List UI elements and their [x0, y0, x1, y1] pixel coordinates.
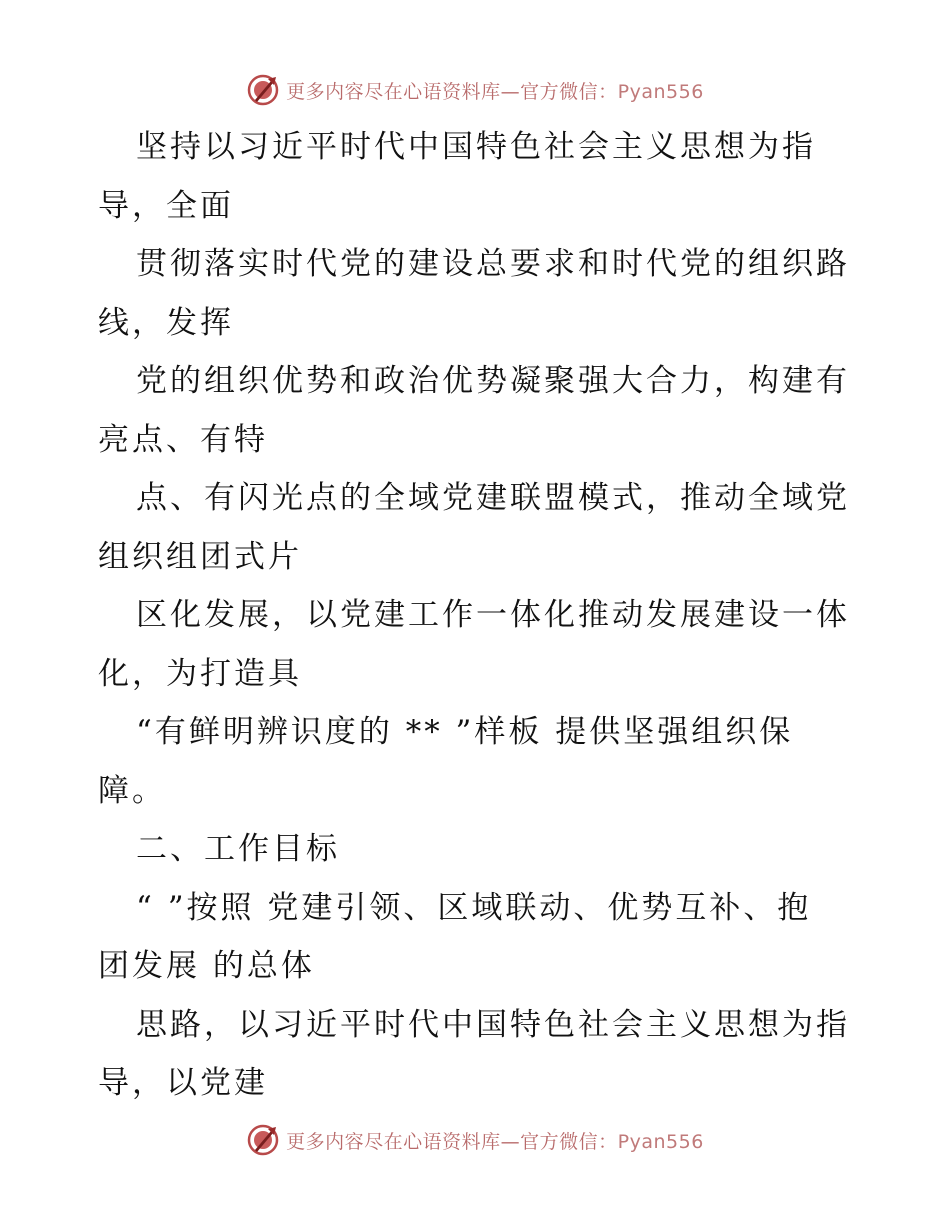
text-line: 亮点、有特	[98, 421, 268, 458]
text-line: 化，为打造具	[98, 655, 302, 692]
text-line: 点、有闪光点的全域党建联盟模式，推动全域党	[136, 480, 850, 516]
document-body	[98, 118, 868, 1113]
text-line: 障。	[98, 772, 166, 809]
text-line: 线，发挥	[98, 304, 234, 341]
text-line: 组织组团式片	[98, 538, 302, 575]
text-line: 导，以党建	[98, 1065, 268, 1101]
footer-watermark-banner	[0, 1120, 950, 1160]
text-line: “ ”按照 党建引领、区域联动、优势互补、抱	[136, 889, 812, 926]
quill-logo-icon	[246, 1123, 280, 1157]
header-watermark-banner	[0, 70, 950, 110]
banner-text: 更多内容尽在心语资料库—官方微信：Pyan556	[286, 1130, 704, 1153]
text-line: 导，全面	[98, 187, 234, 224]
text-line: “有鲜明辨识度的 ** ”样板 提供坚强组织保	[136, 714, 794, 750]
text-line: 团发展 的总体	[98, 948, 315, 984]
text-line: 坚持以习近平时代中国特色社会主义思想为指	[136, 129, 816, 165]
text-line: 党的组织优势和政治优势凝聚强大合力，构建有	[136, 363, 850, 399]
text-line: 区化发展，以党建工作一体化推动发展建设一体	[136, 597, 850, 633]
banner-text: 更多内容尽在心语资料库—官方微信：Pyan556	[286, 80, 704, 103]
text-line: 二、工作目标	[136, 831, 340, 867]
quill-logo-icon	[246, 73, 280, 107]
text-line: 贯彻落实时代党的建设总要求和时代党的组织路	[136, 246, 850, 282]
text-line: 思路，以习近平时代中国特色社会主义思想为指	[136, 1006, 850, 1043]
